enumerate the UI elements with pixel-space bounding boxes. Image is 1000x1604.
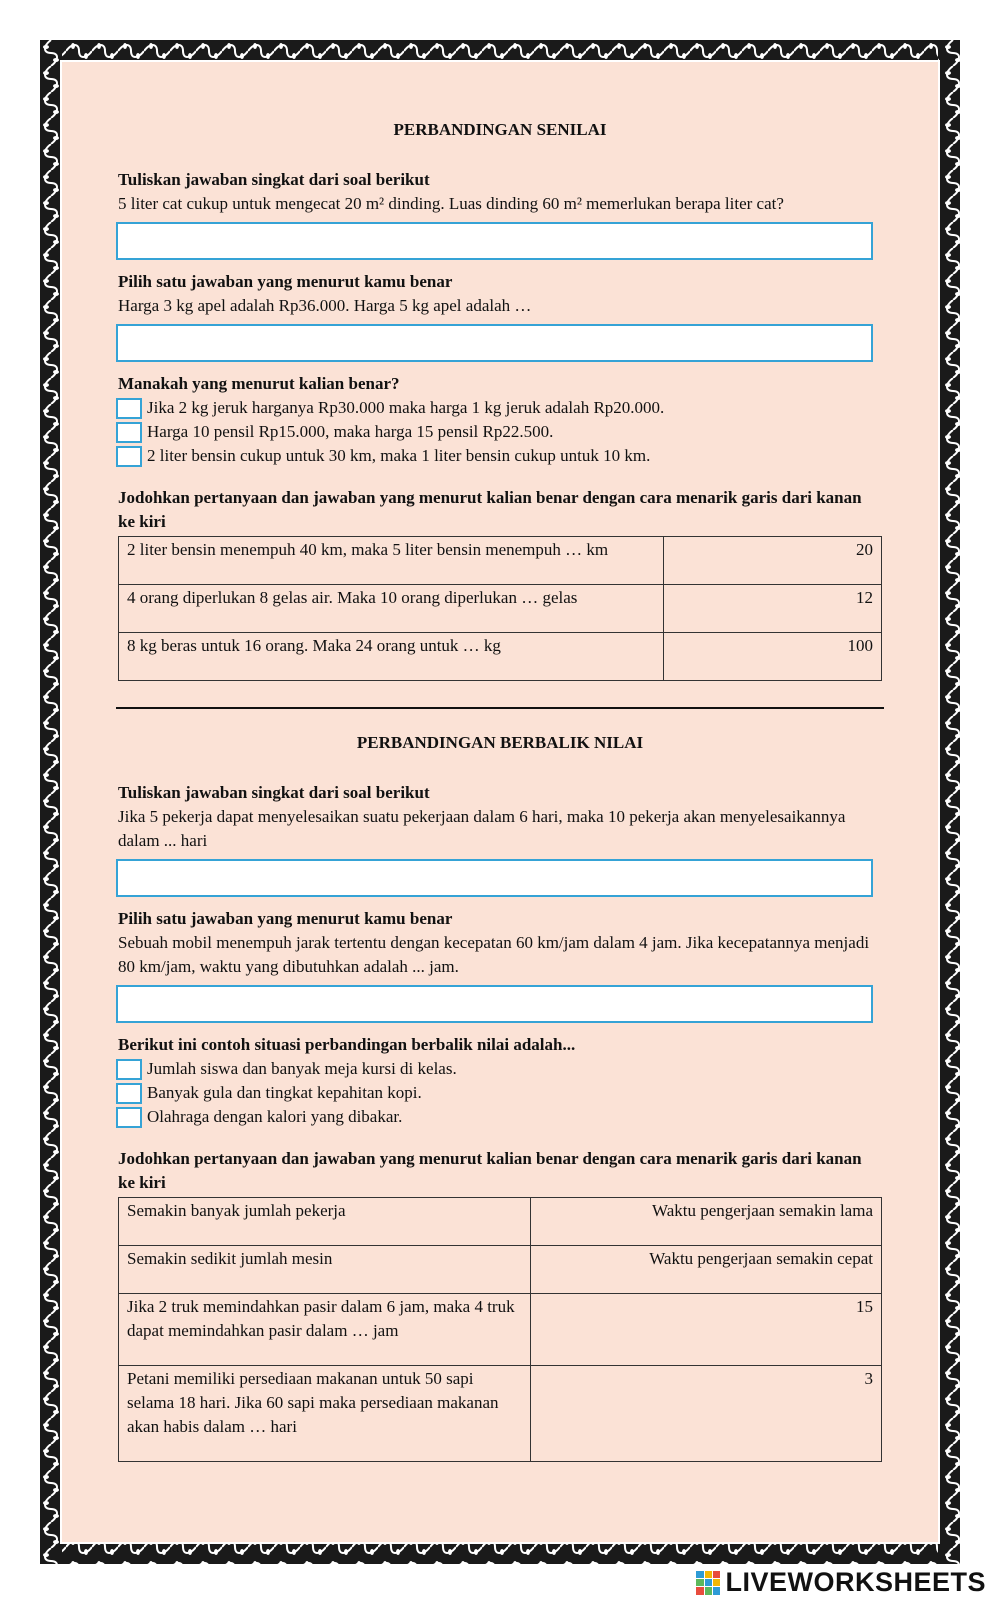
- answer-dropdown-1[interactable]: [116, 324, 873, 362]
- table-row: [119, 537, 882, 585]
- option-label: 2 liter bensin cukup untuk 30 km, maka 1 liter bensin cukup untuk 10 km.: [147, 446, 651, 465]
- logo-cell: [696, 1579, 703, 1586]
- matching-table: [118, 1197, 882, 1462]
- match-answer[interactable]: 12: [664, 585, 882, 633]
- logo-cell: [705, 1587, 712, 1594]
- section-title-berbalik-nilai: PERBANDINGAN BERBALIK NILAI: [356, 733, 644, 752]
- question-text: Sebuah mobil menempuh jarak tertentu dengan kecepatan 60 km/jam dalam 4 jam. Jika kecepatannya menjadi 80 km/jam, waktu yang dibutuhkan adalah ... jam.: [118, 933, 870, 976]
- question-heading: Manakah yang menurut kalian benar?: [118, 374, 400, 393]
- answer-input-2[interactable]: [116, 859, 873, 897]
- option-checkbox[interactable]: [116, 1059, 142, 1080]
- option-checkbox[interactable]: [116, 1083, 142, 1104]
- table-row: [119, 1294, 882, 1366]
- match-question[interactable]: Semakin banyak jumlah pekerja: [119, 1198, 531, 1246]
- section-divider: [116, 707, 884, 709]
- answer-input-1[interactable]: [116, 222, 873, 260]
- option-row: [118, 444, 882, 468]
- match-answer[interactable]: Waktu pengerjaan semakin cepat: [531, 1246, 882, 1294]
- question-text: Jika 5 pekerja dapat menyelesaikan suatu pekerjaan dalam 6 hari, maka 10 pekerja akan menyelesaikannya dalam ... hari: [118, 807, 846, 850]
- logo-cell: [705, 1579, 712, 1586]
- option-label: Banyak gula dan tingkat kepahitan kopi.: [147, 1083, 422, 1102]
- question-short-answer-1: [118, 168, 882, 260]
- option-label: Jika 2 kg jeruk harganya Rp30.000 maka harga 1 kg jeruk adalah Rp20.000.: [147, 398, 665, 417]
- table-row: [119, 633, 882, 681]
- option-checkbox[interactable]: [116, 398, 142, 419]
- logo-cell: [696, 1587, 703, 1594]
- logo-cell: [713, 1587, 720, 1594]
- logo-grid-icon: [696, 1571, 720, 1595]
- table-row: [119, 1198, 882, 1246]
- question-heading: Tuliskan jawaban singkat dari soal berikut: [118, 170, 430, 189]
- option-row: [118, 1057, 882, 1081]
- question-heading: Jodohkan pertanyaan dan jawaban yang menurut kalian benar dengan cara menarik garis dari kanan ke kiri: [118, 488, 862, 531]
- match-question[interactable]: 2 liter bensin menempuh 40 km, maka 5 liter bensin menempuh … km: [119, 537, 664, 585]
- question-matching-2: [118, 1147, 882, 1462]
- question-choice-1: [118, 270, 882, 362]
- match-answer[interactable]: 3: [531, 1366, 882, 1462]
- question-matching-1: [118, 486, 882, 681]
- question-short-answer-2: [118, 781, 882, 897]
- worksheet-content: [118, 110, 882, 1472]
- match-question[interactable]: 8 kg beras untuk 16 orang. Maka 24 orang untuk … kg: [119, 633, 664, 681]
- match-answer[interactable]: 20: [664, 537, 882, 585]
- match-answer[interactable]: 15: [531, 1294, 882, 1366]
- table-row: [119, 585, 882, 633]
- table-row: [119, 1366, 882, 1462]
- match-answer[interactable]: Waktu pengerjaan semakin lama: [531, 1198, 882, 1246]
- question-heading: Jodohkan pertanyaan dan jawaban yang menurut kalian benar dengan cara menarik garis dari kanan ke kiri: [118, 1149, 862, 1192]
- question-text: 5 liter cat cukup untuk mengecat 20 m² dinding. Luas dinding 60 m² memerlukan berapa liter cat?: [118, 194, 784, 213]
- logo-cell: [705, 1571, 712, 1578]
- question-checkbox-2: [118, 1033, 882, 1129]
- question-text: Harga 3 kg apel adalah Rp36.000. Harga 5 kg apel adalah …: [118, 296, 532, 315]
- question-heading: Pilih satu jawaban yang menurut kamu benar: [118, 272, 453, 291]
- liveworksheets-logo: [696, 1567, 986, 1598]
- match-question[interactable]: Jika 2 truk memindahkan pasir dalam 6 jam, maka 4 truk dapat memindahkan pasir dalam … jam: [119, 1294, 531, 1366]
- option-row: [118, 396, 882, 420]
- match-answer[interactable]: 100: [664, 633, 882, 681]
- option-label: Jumlah siswa dan banyak meja kursi di kelas.: [147, 1059, 457, 1078]
- logo-cell: [713, 1571, 720, 1578]
- option-checkbox[interactable]: [116, 1107, 142, 1128]
- option-label: Olahraga dengan kalori yang dibakar.: [147, 1107, 403, 1126]
- section-title-senilai: PERBANDINGAN SENILAI: [393, 120, 607, 139]
- option-row: [118, 420, 882, 444]
- question-heading: Berikut ini contoh situasi perbandingan berbalik nilai adalah...: [118, 1035, 576, 1054]
- table-row: [119, 1246, 882, 1294]
- matching-table: [118, 536, 882, 681]
- option-label: Harga 10 pensil Rp15.000, maka harga 15 pensil Rp22.500.: [147, 422, 554, 441]
- question-heading: Pilih satu jawaban yang menurut kamu benar: [118, 909, 453, 928]
- brand-name: LIVEWORKSHEETS: [725, 1567, 986, 1597]
- match-question[interactable]: Petani memiliki persediaan makanan untuk 50 sapi selama 18 hari. Jika 60 sapi maka persediaan makanan akan habis dalam … hari: [119, 1366, 531, 1462]
- match-question[interactable]: 4 orang diperlukan 8 gelas air. Maka 10 orang diperlukan … gelas: [119, 585, 664, 633]
- option-row: [118, 1081, 882, 1105]
- question-checkbox-1: [118, 372, 882, 468]
- option-checkbox[interactable]: [116, 446, 142, 467]
- logo-cell: [696, 1571, 703, 1578]
- match-question[interactable]: Semakin sedikit jumlah mesin: [119, 1246, 531, 1294]
- option-row: [118, 1105, 882, 1129]
- question-choice-2: [118, 907, 882, 1023]
- answer-dropdown-2[interactable]: [116, 985, 873, 1023]
- logo-cell: [713, 1579, 720, 1586]
- option-checkbox[interactable]: [116, 422, 142, 443]
- question-heading: Tuliskan jawaban singkat dari soal berikut: [118, 783, 430, 802]
